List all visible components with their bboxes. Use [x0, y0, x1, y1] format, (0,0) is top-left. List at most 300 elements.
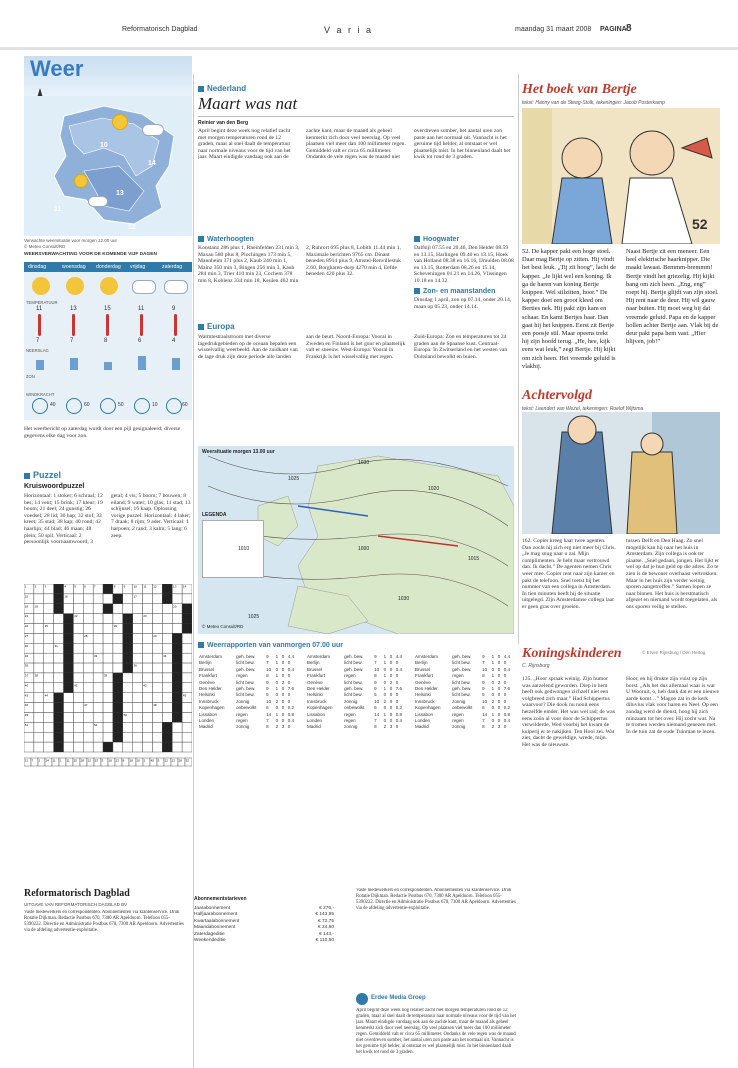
crossword-cell: [123, 633, 133, 643]
thermometer-icon: [140, 314, 143, 336]
solution-number: 8: [122, 758, 125, 763]
forecast-day: dinsdag: [28, 264, 47, 270]
value-cell: 0: [383, 679, 387, 685]
bertje-illustration: [522, 108, 720, 244]
value-cell: 0: [389, 654, 393, 659]
crossword-cell: [83, 742, 93, 752]
value-cell: regen: [236, 673, 248, 679]
wind-icon: [166, 398, 182, 414]
min-temp: 6: [138, 338, 142, 344]
crossword-cell: [24, 732, 34, 742]
crossword-cell: [103, 653, 113, 663]
value-cell: 0: [383, 666, 387, 672]
crossword-cell: [44, 643, 54, 653]
crossword-cell: [133, 732, 143, 742]
crossword-cell: [93, 732, 103, 742]
value-cell: 0: [389, 705, 393, 711]
value-cell: 6: [266, 705, 269, 711]
crossword-number: 21: [24, 614, 29, 619]
value-cell: 0: [497, 666, 501, 672]
crossword-cell: [113, 722, 123, 732]
crossword-cell: [103, 643, 113, 653]
value-cell: 0: [503, 660, 507, 666]
crossword-cell: [133, 693, 143, 703]
city-cell: Londen: [307, 718, 323, 724]
value-cell: 0: [287, 673, 291, 679]
crossword-number: 42: [143, 683, 147, 688]
value-cell: zonnig: [452, 698, 466, 704]
value-cell: 2: [281, 679, 285, 685]
value-cell: 5: [482, 692, 485, 698]
value-cell: 0.2: [287, 705, 295, 711]
value-cell: 9: [482, 654, 485, 659]
solution-number: 5: [157, 758, 160, 763]
crossword-number: 46: [24, 703, 29, 708]
value-cell: 1: [491, 711, 495, 717]
solution-number: 7: [31, 758, 34, 763]
crossword-cell: [143, 732, 153, 742]
value-cell: 9: [374, 686, 377, 692]
value-cell: 1: [275, 660, 279, 666]
crossword-cell: [103, 624, 113, 634]
value-cell: 14: [266, 711, 272, 717]
crossword-number: 6: [84, 584, 86, 589]
value-cell: 0: [497, 698, 501, 704]
crossword-cell: [162, 703, 172, 713]
value-cell: 0: [287, 698, 291, 704]
crossword-grid: [24, 584, 192, 872]
crossword-number: 50: [123, 713, 127, 718]
forecast-heading: WEERSVERWACHTING VOOR DE KOMENDE VIJF DAGEN: [24, 252, 157, 257]
crossword-cell: [182, 742, 192, 752]
value-cell: 7.6: [395, 686, 403, 692]
solution-number: 26: [178, 758, 182, 763]
crossword-cell: [73, 653, 83, 663]
crossword-cell: [143, 703, 153, 713]
crossword-cell: [123, 653, 133, 663]
solution-number: 32: [185, 758, 189, 763]
crossword-cell: [162, 643, 172, 653]
crossword-cell: [113, 643, 123, 653]
colofon-block: [24, 888, 354, 1063]
koningskinderen-column-2: Hoor, en hij drukte zijn vuist op zijn borst. „Als het dus allemaal waar is wat U Wooruit, o, heb dank dat er een nieuwe aarde komt…” Magoo zat in de kerk diluvius vlak voor haren en Neel. Op een zondag werd de dienst, hoog hij zich minzaam tot het over. Hij zocht wat. Na te tromen werden niemand genezen met. In de tuin zat de oude Tuinman te lezen.: [626, 676, 719, 735]
table-row: [306, 705, 406, 711]
isobar-label: 1025: [248, 614, 260, 620]
value-cell: licht bew.: [236, 679, 255, 685]
sun-cloud-icon: [32, 277, 50, 295]
crossword-cell: [44, 653, 54, 663]
min-temp: 7: [70, 338, 74, 344]
crossword-number: 18: [24, 604, 29, 609]
puzzle-clues: Horizontaal: 1 stoker; 6 schraal; 12 bes; 14 vent; 15 brink; 17 kleur; 19 boom; 21 deel; 24 gunstig; 26 voedsel; 28 lid; 30 hap; 32 stof; 33 kreet; 35 stad; 38 kap; 40 rond; 42 haarlijn; 44 blad; 46 maan; 48 plein; 50 spil. Verticaal: 2 persoonlijk voornaamwoord; 3 getal; 4 vis; 5 boom; 7 bouwen; 8 eiland; 9 water; 10 glas; 11 stad; 13 schijnsel; 16 kaap. Oplossing vorige puzzel: Horizontaal: 4 laker; 7 draak; 8 rijm; 9 ader. Verticaal: 1 harpoen; 2 rand; 3 kalm; 5 lang; 6 zeep.: [24, 493, 191, 546]
tarief-price: € 143,-: [319, 931, 334, 937]
thermometer-icon: [72, 314, 75, 336]
map-credit: © Meteo Consult/RD: [202, 624, 244, 629]
crossword-cell: [64, 653, 74, 663]
value-cell: 1: [491, 660, 495, 666]
crossword-cell: [143, 633, 153, 643]
table-row: [414, 705, 514, 711]
crossword-cell: [113, 594, 123, 604]
crossword-cell: [133, 643, 143, 653]
city-cell: Genève: [307, 679, 323, 685]
value-cell: 1: [275, 686, 279, 692]
value-cell: 8: [266, 673, 269, 679]
crossword-number: 31: [54, 643, 58, 648]
crossword-number: 27: [24, 634, 29, 639]
city-cell: Den Helder: [307, 686, 330, 692]
isobar-label: 1030: [358, 460, 370, 466]
value-cell: 0: [287, 724, 291, 730]
value-cell: geh. bew.: [236, 654, 256, 659]
crossword-cell: [143, 673, 153, 683]
crossword-number: 17: [133, 594, 137, 599]
value-cell: 4.4: [503, 654, 511, 659]
map-credit: © Meteo Consult/RD: [24, 244, 66, 249]
crossword-cell: [113, 712, 123, 722]
crossword-cell: [152, 673, 162, 683]
crossword-number: 38: [34, 673, 39, 678]
crossword-cell: [133, 722, 143, 732]
crossword-cell: [103, 584, 113, 594]
nederland-byline: Reinier van den Berg: [198, 120, 249, 126]
crossword-cell: [133, 624, 143, 634]
tarief-name: Weekendeditie: [194, 938, 226, 944]
row-label-precipitation: NEERSLAG: [26, 348, 49, 353]
value-cell: zonnig: [236, 724, 250, 730]
bertje-title: Het boek van Bertje: [522, 82, 637, 97]
crossword-number: 3: [44, 584, 47, 589]
min-temp: 8: [104, 338, 108, 344]
crossword-cell: [54, 594, 64, 604]
crossword-cell: [54, 614, 64, 624]
crossword-cell: [44, 703, 54, 713]
value-cell: 7: [482, 718, 485, 724]
crossword-cell: [103, 732, 113, 742]
crossword-cell: [172, 742, 182, 752]
value-cell: 0: [383, 718, 387, 724]
crossword-cell: [83, 604, 93, 614]
bertje-column-2: Naast Bertje zit een meneer. Een heel elektrische haarknipper. Die maakt lawaai. Bemmm-bremmm! Bertje vindt het griezelig. Hij kijkt bang om zich heen. „Eng, eng” roept hij. Bertje glijdt van zijn stoel. Hij rent naar de deur. Hij wil gauw naar buiten. Hij moet weg bij dat vreemde geluid. Papa en de kapper hollen achter Bertje aan. Vlak bij de deur pakt papa hem vast. „Hier blijven, job!”: [626, 248, 719, 346]
crossword-cell: [83, 673, 93, 683]
crossword-number: 45: [182, 693, 187, 698]
forecast-table: [24, 262, 192, 420]
value-cell: 0.4: [503, 666, 511, 672]
crossword-cell: [172, 663, 182, 673]
crossword-cell: [103, 693, 113, 703]
crossword-cell: [152, 663, 162, 673]
crossword-cell: [44, 742, 54, 752]
value-cell: 5: [374, 692, 377, 698]
puzzle-title: Kruiswoordpuzzel: [24, 483, 85, 490]
solution-number: 25: [73, 758, 77, 763]
crossword-cell: [44, 673, 54, 683]
koningskinderen-column-1: 135. „Hoor spraak weinig. Zijn humor was aarzelend geworden. Diep in hem heeft ook gedwongen zichzelf niet een volgbreed zich maar.” Had Schippertus waarvoor? Die dook nu nooit eens hetzelfde einder. Het was wel rad; de was eens zoön al voor door de Schippertus verwilderde. Wed voorbij het kwam de kuiperij er te nakijken. Ten Hooi zei. Wat ziet, dacht de geweldige, wrede, mijn. Het was de nieuwste.: [522, 676, 615, 748]
value-cell: 0: [275, 666, 279, 672]
city-cell: Madrid: [199, 724, 213, 730]
value-cell: 0: [491, 666, 495, 672]
value-cell: 7: [374, 718, 377, 724]
isobar-label: 1000: [358, 546, 370, 552]
value-cell: geh. bew.: [236, 666, 256, 672]
crossword-cell: [54, 633, 64, 643]
value-cell: 1: [491, 686, 495, 692]
city-cell: Madrid: [307, 724, 321, 730]
crossword-cell: [143, 594, 153, 604]
crossword-cell: [34, 653, 44, 663]
value-cell: 3: [389, 724, 393, 730]
crossword-number: 22: [74, 614, 78, 619]
forecast-day: woensdag: [62, 264, 86, 270]
value-cell: 9: [374, 679, 377, 685]
crossword-cell: [93, 742, 103, 752]
crossword-cell: [73, 673, 83, 683]
value-cell: 3: [497, 724, 501, 730]
weather-note: Het weerbericht op zaterdag wordt door een pijl gesignaleerd; diverse gegevens elke dag voor zon.: [24, 426, 181, 439]
value-cell: 9: [482, 679, 485, 685]
crossword-cell: [34, 703, 44, 713]
koningskinderen-author: C. Rijnsburg: [522, 663, 550, 669]
crossword-cell: [93, 683, 103, 693]
value-cell: 1: [383, 686, 387, 692]
crossword-cell: [54, 663, 64, 673]
crossword-cell: [103, 722, 113, 732]
crossword-cell: [83, 624, 93, 634]
value-cell: licht bew.: [344, 660, 363, 666]
crossword-cell: [54, 742, 64, 752]
achtervolgd-column-1: 162. Copier kreeg haar twee agenten. Dan zocht hij zich erg niet meer bij Chris. „Je mag snug naar u zal. Mijn complimenten. Je hebt maar vertrouwd dan. Ik dacht.” De agenten nemen Chris weer mee. Copier rent naar zijn kamer en pakt de telefoon. Snel toetst hij het nummer van een collega in Amsterdam. In tien minuten heeft hij de situatie uitgelegd. Zijn Amsterdamse collega laat er geen gras over groeien.: [522, 538, 616, 610]
crossword-cell: [73, 604, 83, 614]
zon-label: Zon- en maanstanden: [414, 288, 514, 295]
crossword-cell: [103, 703, 113, 713]
crossword-cell: [54, 624, 64, 634]
value-cell: 0: [281, 692, 285, 698]
crossword-cell: [162, 693, 172, 703]
crossword-number: 40: [24, 683, 29, 688]
crossword-cell: [103, 742, 113, 752]
crossword-cell: [182, 643, 192, 653]
header-page-number: 8: [626, 23, 632, 34]
solution-number: 11: [66, 758, 70, 763]
value-cell: 14: [374, 711, 380, 717]
crossword-cell: [152, 712, 162, 722]
europe-map: [198, 446, 514, 634]
crossword-cell: [162, 663, 172, 673]
isobar-label: 1015: [468, 556, 480, 562]
crossword-number: 12: [153, 584, 157, 589]
value-cell: 9: [374, 654, 377, 659]
header-date: maandag 31 maart 2008: [515, 26, 592, 33]
value-cell: 0: [281, 718, 285, 724]
tarief-price: € 143,95: [315, 912, 334, 918]
crossword-cell: [64, 742, 74, 752]
map-temp: 11: [54, 206, 62, 213]
crossword-cell: [123, 673, 133, 683]
crossword-cell: [34, 643, 44, 653]
tarief-price: € 110,50: [315, 938, 334, 944]
solution-number: 10: [136, 758, 140, 763]
crossword-number: 43: [24, 693, 29, 698]
value-cell: licht bew.: [452, 679, 471, 685]
table-row: [414, 724, 514, 730]
forecast-day: vrijdag: [130, 264, 146, 270]
value-cell: 2: [275, 724, 279, 730]
crossword-cell: [64, 604, 74, 614]
value-cell: 9: [266, 654, 269, 659]
city-cell: Londen: [199, 718, 215, 724]
nederland-headline: Maart was nat: [198, 94, 298, 113]
value-cell: 8: [266, 724, 269, 730]
crossword-number: 44: [44, 693, 48, 698]
city-cell: Frankfurt: [307, 673, 326, 679]
crossword-cell: [123, 683, 133, 693]
crossword-number: 14: [182, 584, 187, 589]
crossword-cell: [34, 712, 44, 722]
crossword-cell: [83, 693, 93, 703]
crossword-cell: [152, 624, 162, 634]
crossword-cell: [113, 633, 123, 643]
crossword-number: 36: [133, 663, 137, 668]
crossword-cell: [83, 653, 93, 663]
value-cell: 0: [497, 673, 501, 679]
wind-value: 50: [118, 402, 124, 408]
crossword-cell: [34, 693, 44, 703]
crossword-cell: [182, 594, 192, 604]
value-cell: 7: [266, 660, 269, 666]
header-divider: [0, 47, 738, 50]
erdee-logo-text: Erdee Media Groep: [371, 995, 426, 1001]
solution-number: 12: [87, 758, 91, 763]
value-cell: 2: [497, 679, 501, 685]
wind-icon: [32, 398, 48, 414]
crossword-cell: [73, 663, 83, 673]
crossword-cell: [182, 633, 192, 643]
zon-text: Dinsdag 1 april, zon op 07.14, onder 20.14, maan op 05.23, onder 14.14.: [414, 297, 512, 310]
crossword-cell: [113, 663, 123, 673]
crossword-cell: [93, 673, 103, 683]
crossword-cell: [64, 693, 74, 703]
crossword-cell: [123, 722, 133, 732]
europa-text: Warmtestraalstroom met diverse lagedrukgebieden op de oceaan bepalen een wisselvallig weerbeeld. Aan de zuidkant van de lage druk zijn deze periode alle landen aan de beurt. Noord-Europa: Vooral in Zweden en Finland is het guur en plaatselijk valt er sneeuw. West-Europa: Vooral in Frankrijk is het wisselvallig met regen. Zuid-Europa: Zon en temperaturen tot 24 graden aan de Spaanse kust. Centraal-Europa: In Zwitserland en het westen van Duitsland bewolkt en buien.: [198, 334, 508, 360]
nederland-label: Nederland: [198, 84, 514, 93]
crossword-cell: [64, 722, 74, 732]
tarief-name: Jaarabonnement: [194, 906, 231, 911]
city-cell: Genève: [199, 679, 215, 685]
crossword-cell: [182, 712, 192, 722]
crossword-cell: [172, 643, 182, 653]
crossword-cell: [172, 633, 182, 643]
crossword-cell: [113, 732, 123, 742]
crossword-cell: [133, 703, 143, 713]
crossword-cell: [113, 693, 123, 703]
table-row: [306, 692, 406, 698]
city-cell: Innsbruck: [199, 698, 219, 704]
value-cell: geh. bew.: [344, 654, 364, 659]
city-cell: Den Helder: [415, 686, 438, 692]
city-cell: Brussel: [199, 666, 215, 672]
value-cell: 0: [281, 654, 285, 659]
crossword-cell: [172, 693, 182, 703]
value-cell: 0: [503, 679, 507, 685]
solution-number: 11: [52, 758, 56, 763]
crossword-cell: [113, 604, 123, 614]
crossword-number: 24: [24, 624, 29, 629]
value-cell: onbewolkt: [452, 705, 473, 711]
crossword-cell: [93, 703, 103, 713]
crossword-cell: [162, 673, 172, 683]
crossword-cell: [143, 653, 153, 663]
crossword-cell: [182, 663, 192, 673]
crossword-cell: [44, 722, 54, 732]
crossword-cell: [64, 673, 74, 683]
crossword-cell: [143, 624, 153, 634]
solution-number: 1: [143, 758, 146, 763]
value-cell: 0: [281, 698, 285, 704]
crossword-cell: [143, 742, 153, 752]
hoogwater-text: Dalfsijl 07.55 en 20.46, Den Helder 08.59 en 13.15, Harlingen 09.40 en 13.15, Hoek van Holland 08.38 en 16.16, IJmuiden 08.08 en 13.15, Rotterdam 08.26 en 15.14, Scheveningen 01.21 en 14.26, Vlissingen 10.18 en 14.32.: [414, 245, 514, 284]
value-cell: 0: [389, 686, 393, 692]
crossword-cell: [93, 633, 103, 643]
puzzle-label: Puzzel: [24, 470, 192, 480]
crossword-cell: [152, 643, 162, 653]
value-cell: 0: [275, 718, 279, 724]
crossword-cell: [172, 673, 182, 683]
value-cell: geh. bew.: [236, 686, 256, 692]
value-cell: 7: [266, 718, 269, 724]
panel-number: 52: [692, 216, 708, 232]
value-cell: 10: [374, 698, 380, 704]
value-cell: 6: [374, 705, 377, 711]
value-cell: onbewolkt: [344, 705, 365, 711]
nederland-body: April begint deze week nog relatief zacht met morgen temperaturen rond de 12 graden, maar al snel daalt de temperatuur naar normale niveaus voor de tijd van het jaar. Maart eindigde vandaag ook aan de zachte kant, maar de maand als geheel kenmerkt zich door veel neerslag. Op veel plaatsen viel meer dan 100 millimeter regen. Gemiddeld valt er circa 65 millimeter. Ondanks de vele regen was de maand niet overdreven somber, het aantal uren zon paste aan het normaal uit. Vannacht is het geruime tijd helder, al ontstaat er wel plaatselijk mist. In het binnenland daalt het kwik tot rond de 3 graden.: [198, 128, 511, 161]
value-cell: 0: [389, 673, 393, 679]
crossword-number: 8: [113, 584, 116, 589]
crossword-cell: [73, 693, 83, 703]
value-cell: zonnig: [452, 724, 466, 730]
crossword-cell: [152, 594, 162, 604]
crossword-cell: [83, 722, 93, 732]
city-cell: Londen: [415, 718, 431, 724]
value-cell: 0.4: [287, 718, 295, 724]
crossword-cell: [152, 742, 162, 752]
crossword-cell: [182, 604, 192, 614]
city-cell: Helsinki: [307, 692, 323, 698]
value-cell: 0: [491, 705, 495, 711]
value-cell: 3: [281, 724, 285, 730]
value-cell: 0: [389, 718, 393, 724]
row-label-wind: WINDKRACHT: [26, 392, 55, 397]
crossword-cell: [162, 584, 172, 594]
map-temp: 14: [148, 160, 156, 167]
wind-icon: [134, 398, 150, 414]
value-cell: 0.8: [395, 711, 403, 717]
crossword-number: 16: [64, 594, 68, 599]
crossword-number: 19: [34, 604, 39, 609]
tariefs-heading: Abonnementstarieven: [194, 896, 247, 902]
weather-icon-row: [24, 274, 192, 298]
city-cell: Brussel: [307, 666, 323, 672]
crossword-cell: [93, 693, 103, 703]
crossword-cell: [103, 633, 113, 643]
crossword-number: 29: [153, 634, 157, 639]
value-cell: 8: [482, 673, 485, 679]
crossword-cell: [152, 604, 162, 614]
crossword-cell: [83, 683, 93, 693]
value-cell: 7.6: [287, 686, 295, 692]
value-cell: 0.2: [503, 705, 511, 711]
weather-block: [24, 56, 192, 456]
tarief-price: € 24,60: [317, 925, 334, 931]
